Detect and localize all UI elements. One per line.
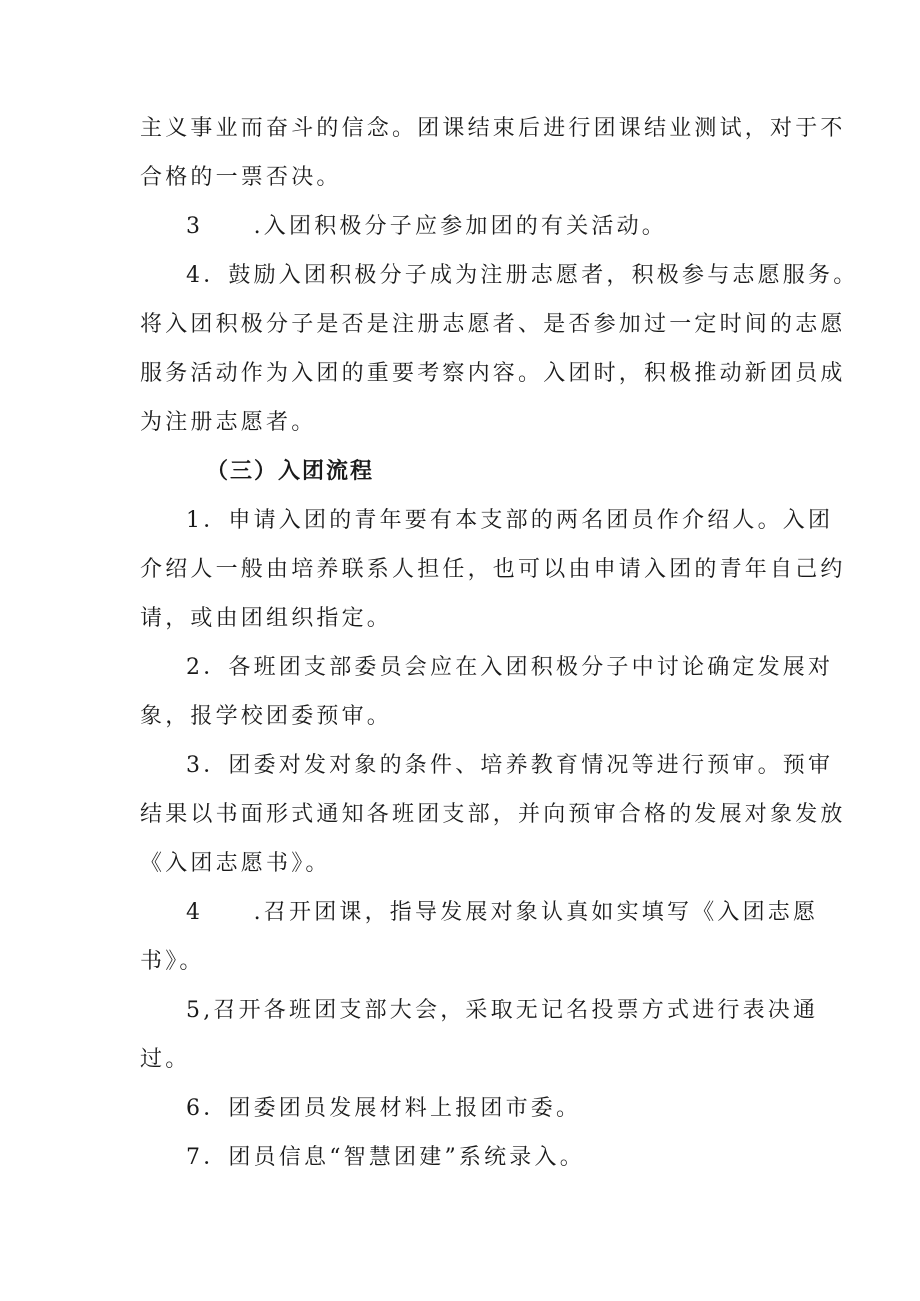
- text-line: 6．团委团员发展材料上报团市委。: [186, 1096, 582, 1121]
- text-line: 主义事业而奋斗的信念。团课结束后进行团课结业测试，对于不: [140, 116, 846, 141]
- text-line: 为注册志愿者。: [140, 410, 317, 435]
- text-line: 4．鼓励入团积极分子成为注册志愿者，积极参与志愿服务。: [186, 263, 859, 288]
- text-line: 请，或由团组织指定。: [140, 606, 393, 631]
- section-heading: （三）入团流程: [206, 459, 375, 484]
- text-line: 3 .入团积极分子应参加团的有关活动。: [186, 214, 667, 239]
- text-line: 合格的一票否决。: [140, 165, 342, 190]
- text-line: 书》。: [140, 949, 205, 974]
- text-line: 1．申请入团的青年要有本支部的两名团员作介绍人。入团: [186, 508, 834, 533]
- text-line: 服务活动作为入团的重要考察内容。入团时，积极推动新团员成: [140, 361, 846, 386]
- text-line: 7．团员信息“智慧团建”系统录入。: [186, 1145, 585, 1170]
- text-line: 结果以书面形式通知各班团支部，并向预审合格的发展对象发放: [140, 802, 846, 827]
- text-line: 《入团志愿书》。: [140, 851, 331, 876]
- text-line: 3．团委对发对象的条件、培养教育情况等进行预审。预审: [186, 753, 834, 778]
- text-line: 2．各班团支部委员会应在入团积极分子中讨论确定发展对: [186, 655, 834, 680]
- text-line: 象，报学校团委预审。: [140, 704, 393, 729]
- text-line: 介绍人一般由培养联系人担任，也可以由申请入团的青年自己约: [140, 557, 846, 582]
- text-line: 5,召开各班团支部大会，采取无记名投票方式进行表决通: [186, 998, 819, 1023]
- text-line: 过。: [140, 1047, 191, 1072]
- text-line: 4 .召开团课，指导发展对象认真如实填写《入团志愿: [186, 900, 819, 925]
- text-line: 将入团积极分子是否是注册志愿者、是否参加过一定时间的志愿: [140, 312, 846, 337]
